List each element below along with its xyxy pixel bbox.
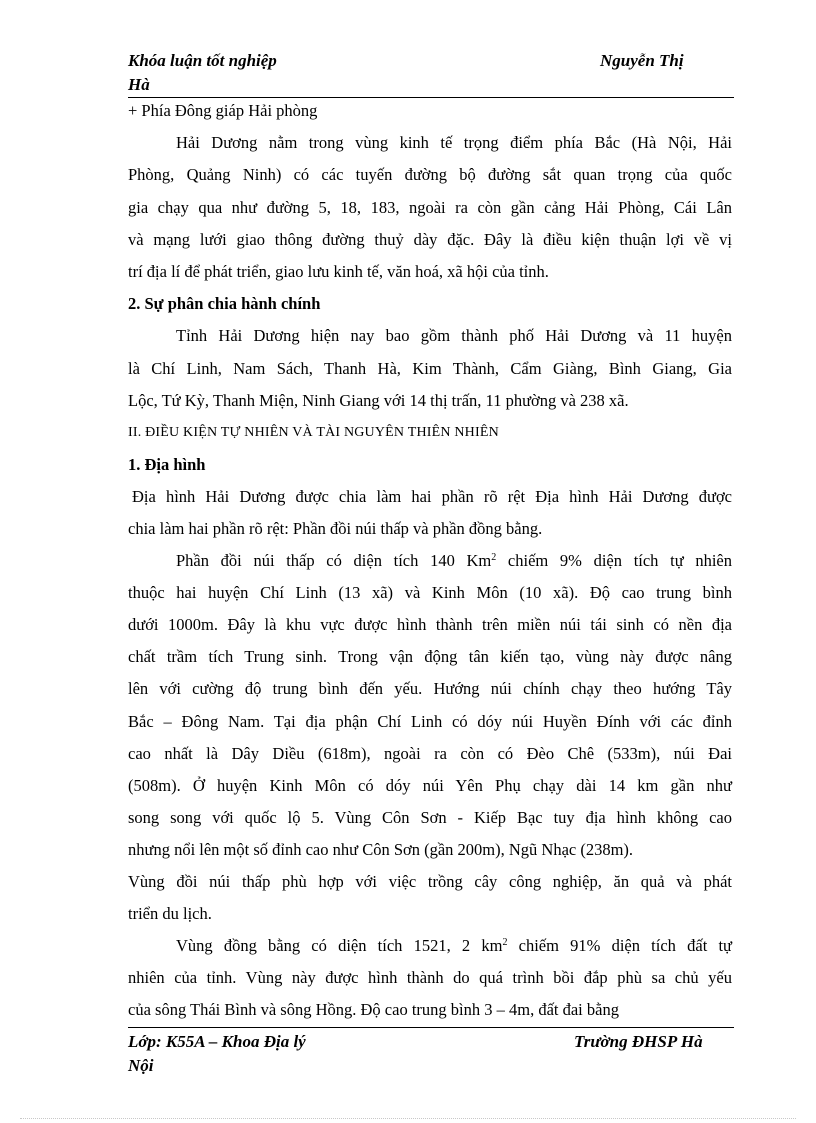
paragraph-line: [176, 935, 732, 957]
section-heading-admin: 2. Sự phân chia hành chính: [128, 294, 321, 313]
header-rule: [128, 97, 734, 98]
paragraph-line: triển du lịch.: [128, 904, 212, 923]
header-title-wrap: Hà: [128, 75, 150, 94]
superscript: 2: [491, 552, 497, 563]
text-line: + Phía Đông giáp Hải phòng: [128, 101, 318, 120]
paragraph-line: cao nhất là Dây Diều (618m), ngoài ra còn có Đèo Chê (533m), núi Đai: [128, 744, 732, 763]
header-author: Nguyễn Thị: [600, 51, 684, 70]
text-segment: Vùng đồng bằng có diện tích 1521, 2 km: [176, 936, 503, 955]
footer-school: Trường ĐHSP Hà: [574, 1032, 703, 1051]
paragraph-line: nhưng nổi lên một số đỉnh cao như Côn Sơn (gần 200m), Ngũ Nhạc (238m).: [128, 840, 634, 859]
paragraph-line: là Chí Linh, Nam Sách, Thanh Hà, Kim Thành, Cẩm Giàng, Bình Giang, Gia: [128, 359, 732, 378]
paragraph-line: gia chạy qua như đường 5, 18, 183, ngoài ra còn gần cảng Hải Phòng, Cái Lân: [128, 198, 732, 217]
paragraph-line: lên với cường độ trung bình đến yếu. Hướng núi chính chạy theo hướng Tây: [128, 679, 732, 698]
paragraph-line: Vùng đồi núi thấp phù hợp với việc trồng cây công nghiệp, ăn quả và phát: [128, 872, 732, 891]
footer-class: Lớp: K55A – Khoa Địa lý: [128, 1032, 306, 1051]
paragraph-line: Hải Dương nằm trong vùng kinh tế trọng điểm phía Bắc (Hà Nội, Hải: [176, 133, 732, 152]
text-segment: chiếm 9% diện tích tự nhiên: [496, 551, 732, 570]
paragraph-line: Tỉnh Hải Dương hiện nay bao gồm thành phố Hải Dương và 11 huyện: [176, 326, 732, 345]
paragraph-line: của sông Thái Bình và sông Hồng. Độ cao trung bình 3 – 4m, đất đai bằng: [128, 1000, 619, 1019]
text-segment: Phần đồi núi thấp có diện tích 140 Km: [176, 551, 492, 570]
paragraph-line: trí địa lí để phát triển, giao lưu kinh tế, văn hoá, xã hội của tỉnh.: [128, 262, 549, 281]
paragraph-line: Bắc – Đông Nam. Tại địa phận Chí Linh có dóy núi Huyền Đính với các đỉnh: [128, 712, 732, 731]
page-edge: [20, 1118, 796, 1119]
paragraph-line: [176, 550, 732, 572]
footer-rule: [128, 1027, 734, 1028]
paragraph-line: chất trầm tích Trung sinh. Trong vận động tân kiến tạo, vùng này được nâng: [128, 647, 732, 666]
superscript: 2: [502, 937, 508, 948]
paragraph-line: thuộc hai huyện Chí Linh (13 xã) và Kinh Môn (10 xã). Độ cao trung bình: [128, 583, 732, 602]
paragraph-line: Địa hình Hải Dương được chia làm hai phần rõ rệt Địa hình Hải Dương được: [132, 487, 732, 506]
text-segment: chiếm 91% diện tích đất tự: [507, 936, 732, 955]
paragraph-line: nhiên của tỉnh. Vùng này được hình thành do quá trình bồi đắp phù sa chủ yếu: [128, 968, 732, 987]
paragraph-line: Phòng, Quảng Ninh) có các tuyến đường bộ đường sắt quan trọng của quốc: [128, 165, 732, 184]
header-title: Khóa luận tốt nghiệp: [128, 51, 277, 70]
paragraph-line: dưới 1000m. Đây là khu vực được hình thành trên miền núi tái sinh có nền địa: [128, 615, 732, 634]
footer-class-wrap: Nội: [128, 1056, 154, 1075]
paragraph-line: (508m). Ở huyện Kinh Môn có dóy núi Yên Phụ chạy dài 14 km gần như: [128, 776, 732, 795]
chapter-heading: II. ĐIỀU KIỆN TỰ NHIÊN VÀ TÀI NGUYÊN THIÊN NHIÊN: [128, 425, 499, 440]
paragraph-line: chia làm hai phần rõ rệt: Phần đồi núi thấp và phần đồng bằng.: [128, 519, 543, 538]
paragraph-line: song song với quốc lộ 5. Vùng Côn Sơn - Kiếp Bạc tuy địa hình không cao: [128, 808, 732, 827]
paragraph-line: và mạng lưới giao thông đường thuỷ dày đặc. Đây là điều kiện thuận lợi về vị: [128, 230, 732, 249]
paragraph-line: Lộc, Tứ Kỳ, Thanh Miện, Ninh Giang với 14 thị trấn, 11 phường và 238 xã.: [128, 391, 629, 410]
section-heading-terrain: 1. Địa hình: [128, 455, 206, 474]
